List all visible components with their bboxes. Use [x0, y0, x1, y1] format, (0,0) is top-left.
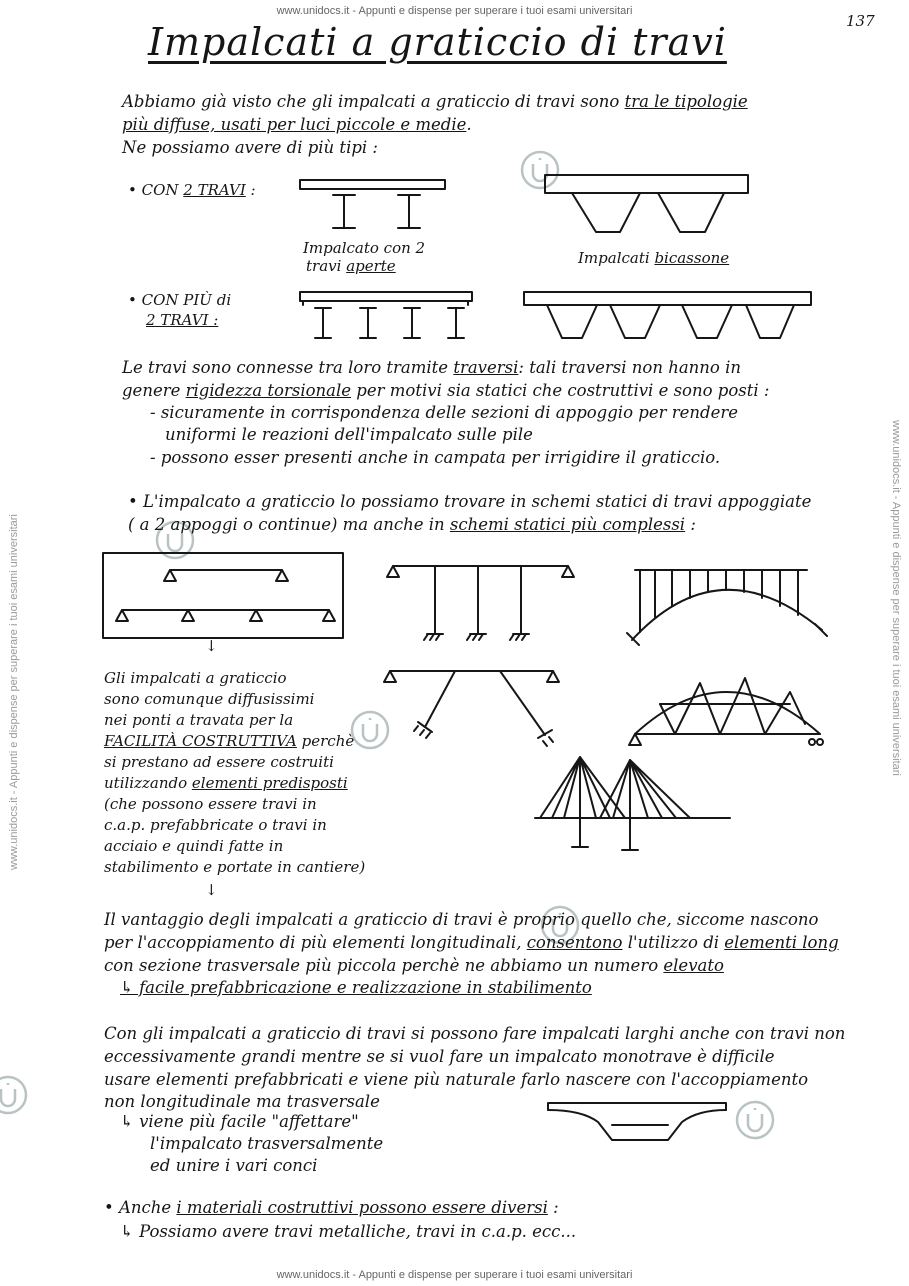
diffusion-line-4: FACILITÀ COSTRUTTIVA perchè [104, 732, 355, 750]
caption-open-beams-1: Impalcato con 2 [303, 239, 426, 257]
caption-open-beams-2: travi aperte [306, 257, 396, 275]
arch-deck-scheme [627, 570, 827, 645]
watermark-side-right: www.unidocs.it - Appunti e dispense per superare i tuoi esami universitari [890, 420, 902, 776]
arrow-down-icon: ↓ [205, 881, 218, 899]
traversi-bullet-1a: - sicuramente in corrispondenza delle sezioni di appoggio per rendere [150, 403, 738, 422]
wide-line-4: non longitudinale ma trasversale [104, 1092, 380, 1111]
page-number: 137 [846, 12, 875, 30]
arrow-down-icon: ↓ [205, 637, 218, 655]
many-beams-label-1: • CON PIÙ di [128, 291, 232, 309]
diffusion-line-7: (che possono essere travi in [104, 795, 317, 813]
wide-sub-3: ed unire i vari conci [150, 1156, 318, 1175]
page-title: Impalcati a graticcio di travi [148, 20, 727, 64]
diffusion-line-1: Gli impalcati a graticcio [104, 669, 287, 687]
diffusion-line-5: si prestano ad essere costruiti [104, 753, 334, 771]
truss-arch-scheme [629, 678, 823, 745]
inclined-strut-frame [384, 671, 559, 746]
advantage-line-2: per l'accoppiamento di più elementi longitudinali, consentono l'utilizzo di elementi long [104, 933, 839, 952]
wide-line-2: eccessivamente grandi mentre se si vuol fare un impalcato monotrave è difficile [104, 1047, 775, 1066]
traversi-line-1: Le travi sono connesse tra loro tramite traversi: tali traversi non hanno in [122, 358, 742, 377]
multi-box-girder-section [524, 292, 811, 338]
diffusion-line-3: nei ponti a travata per la [104, 711, 294, 729]
cable-stayed-scheme [535, 757, 730, 850]
materials-line-1: • Anche i materiali costruttivi possono essere diversi : [104, 1198, 559, 1217]
watermark-side-left: www.unidocs.it - Appunti e dispense per superare i tuoi esami universitari [8, 514, 20, 870]
many-beams-label-2: 2 TRAVI : [146, 311, 219, 329]
diffusion-line-8: c.a.p. prefabbricate o travi in [104, 816, 327, 834]
advantage-line-3: con sezione trasversale più piccola perchè ne abbiamo un numero elevato [104, 956, 724, 975]
twin-box-girder-section [545, 175, 748, 232]
diffusion-line-10: stabilimento e portate in cantiere) [104, 858, 366, 876]
traversi-bullet-1b: uniformi le reazioni dell'impalcato sulle pile [165, 425, 533, 444]
diffusion-line-6: utilizzando elementi predisposti [104, 774, 348, 792]
intro-line-2: più diffuse, usati per luci piccole e medie. [122, 115, 472, 134]
advantage-line-1: Il vantaggio degli impalcati a graticcio di travi è proprio quello che, siccome nascono [104, 910, 819, 929]
schemes-line-1: • L'impalcato a graticcio lo possiamo trovare in schemi statici di travi appoggiate [128, 492, 812, 511]
materials-line-2: ↳ Possiamo avere travi metalliche, travi in c.a.p. ecc... [120, 1222, 577, 1241]
advantage-line-4: ↳ facile prefabbricazione e realizzazione in stabilimento [120, 978, 592, 997]
traversi-bullet-2: - possono esser presenti anche in campata per irrigidire il graticcio. [150, 448, 721, 467]
multi-beam-section [300, 292, 472, 338]
wide-line-1: Con gli impalcati a graticcio di travi si possono fare impalcati larghi anche con travi non [104, 1024, 846, 1043]
intro-line-3: Ne possiamo avere di più tipi : [122, 138, 378, 157]
wide-line-3: usare elementi prefabbricati e viene più naturale farlo nascere con l'accoppiamento [104, 1070, 809, 1089]
diffusion-line-2: sono comunque diffusissimi [104, 690, 315, 708]
two-beams-label: • CON 2 TRAVI : [128, 181, 256, 199]
watermark-bottom: www.unidocs.it - Appunti e dispense per superare i tuoi esami universitari [276, 1269, 633, 1281]
schemes-line-2: ( a 2 appoggi o continue) ma anche in schemi statici più complessi : [128, 515, 696, 534]
traversi-line-2: genere rigidezza torsionale per motivi sia statici che costruttivi e sono posti : [122, 381, 770, 400]
watermark-top: www.unidocs.it - Appunti e dispense per superare i tuoi esami universitari [276, 5, 633, 17]
single-box-girder-section [548, 1103, 726, 1140]
two-open-beams-section [300, 180, 445, 228]
caption-box-girder: Impalcati bicassone [578, 249, 730, 267]
wide-sub-1: ↳ viene più facile "affettare" [120, 1112, 359, 1131]
intro-line-1: Abbiamo già visto che gli impalcati a graticcio di travi sono tra le tipologie [122, 92, 748, 111]
diffusion-line-9: acciaio e quindi fatte in [104, 837, 284, 855]
wide-sub-2: l'impalcato trasversalmente [150, 1134, 384, 1153]
frame-scheme [387, 566, 574, 640]
simply-supported-continuous-box [103, 553, 343, 638]
